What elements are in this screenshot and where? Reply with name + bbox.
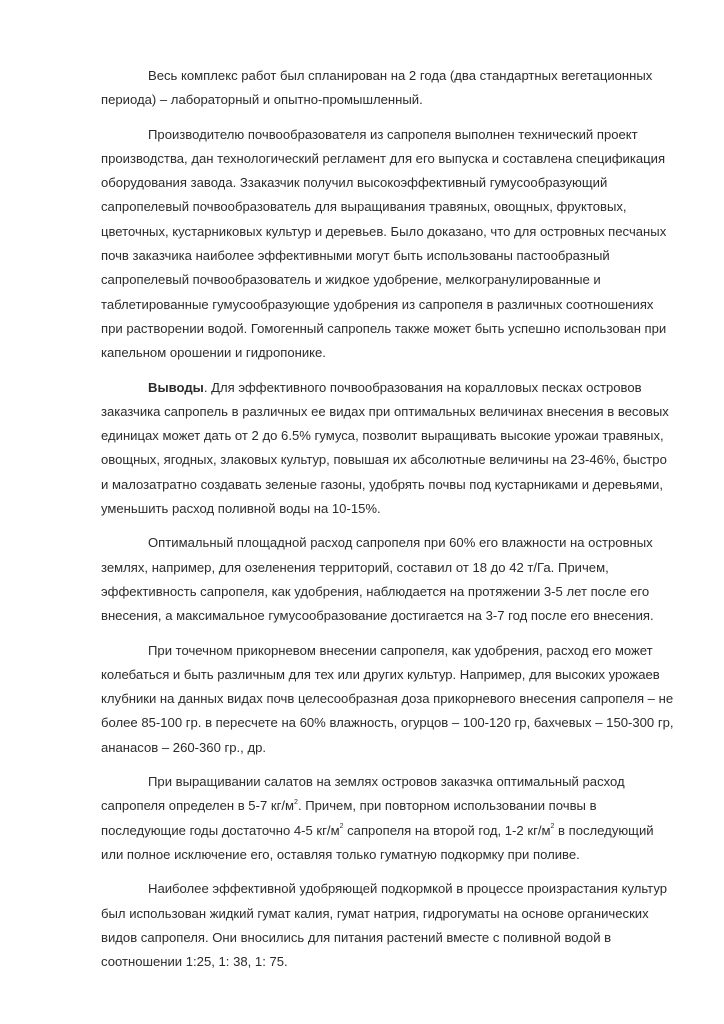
paragraph-text: Наиболее эффективной удобряющей подкормкой в процессе произрастания культур был использован жидкий гумат калия, гумат натрия, гидрогуматы на основе органических видов сапропеля. Они вносились для питания растений вместе с поливной водой в соотношении 1:25, 1: 38, 1: 75. bbox=[101, 881, 668, 970]
paragraph-text: При выращивании салатов на землях островов заказчка оптимальный расход сапропеля определен в 5-7 кг/м bbox=[101, 774, 625, 814]
paragraph-work-plan bbox=[101, 64, 675, 113]
paragraph-salads bbox=[101, 770, 675, 867]
paragraph-text: Производителю почвообразователя из сапропеля выполнен технический проект производства, дан технологический регламент для его выпуска и составлена спецификация оборудования завода. Ззаказчик получил высокоэффективный гумусообразующий сапропелевый почвообразователь для выращивания травяных, овощных, фруктовых, цветочных, кустарниковых культур и деревьев. Было доказано, что для островных песчаных почв заказчика наиболее эффективными могут быть использованы пастообразный сапропелевый почвообразователь и жидкое удобрение, мелкогранулированные и таблетированные гумусообразующие удобрения из сапропеля в различных соотношениях при растворении водой. Гомогенный сапропель также может быть успешно использован при капельном орошении и гидропонике. bbox=[101, 126, 667, 361]
paragraph-text: При точечном прикорневом внесении сапропеля, как удобрения, расход его может колебаться и быть различным для тех или других культур. Например, для высоких урожаев клубники на данных видах почв целесообразная доза прикорневого внесения сапропеля – не более 85-100 гр. в пересчете на 60% влажность, огурцов – 100-120 гр, бахчевых – 150-300 гр, ананасов – 260-360 гр., др. bbox=[101, 642, 674, 755]
superscript-2: 2 bbox=[550, 823, 555, 831]
paragraph-root-application bbox=[101, 639, 675, 760]
superscript-2: 2 bbox=[294, 798, 298, 806]
paragraph-conclusions bbox=[101, 376, 675, 522]
paragraph-text: Оптимальный площадной расход сапропеля при 60% его влажности на островных землях, например, для озеленения территорий, составил от 18 до 42 т/Га. Причем, эффективность сапропеля, как удобрения, наблюдается на протяжении 3-5 лет после его внесения, а максимальное гумусообразование достигается на 3-7 год после его внесения. bbox=[101, 535, 654, 624]
superscript-2: 2 bbox=[339, 823, 344, 831]
document-body bbox=[101, 64, 675, 974]
paragraph-text: Весь комплекс работ был спланирован на 2 года (два стандартных вегетационных периода) – лабораторный и опытно-промышленный. bbox=[101, 68, 653, 108]
paragraph-area-consumption bbox=[101, 531, 675, 628]
paragraph-technical-project bbox=[101, 123, 675, 366]
paragraph-text: . Для эффективного почвообразования на коралловых песках островов заказчика сапропель в различных ее видах при оптимальных величинах внесения в весовых единицах может дать от 2 до 6.5% гумуса, позволит выращивать высокие урожаи травяных, овощных, ягодных, злаковых культур, повышая их абсолютные величины на 23-46%, быстро и малозатратно создавать зеленые газоны, удобрять почвы под кустарниками и деревьями, уменьшить расход поливной воды на 10-15%. bbox=[101, 379, 669, 517]
paragraph-feeding bbox=[101, 877, 675, 974]
paragraph-text: . Причем, при повторном использовании почвы в последующие годы достаточно 4-5 кг/м bbox=[101, 798, 597, 838]
paragraph-text: в последующий или полное исключение его, оставляя только гуматную подкормку при поливе. bbox=[101, 822, 654, 862]
paragraph-text: сапропеля на второй год, 1-2 кг/м bbox=[343, 822, 551, 838]
conclusions-heading: Выводы bbox=[148, 379, 204, 395]
